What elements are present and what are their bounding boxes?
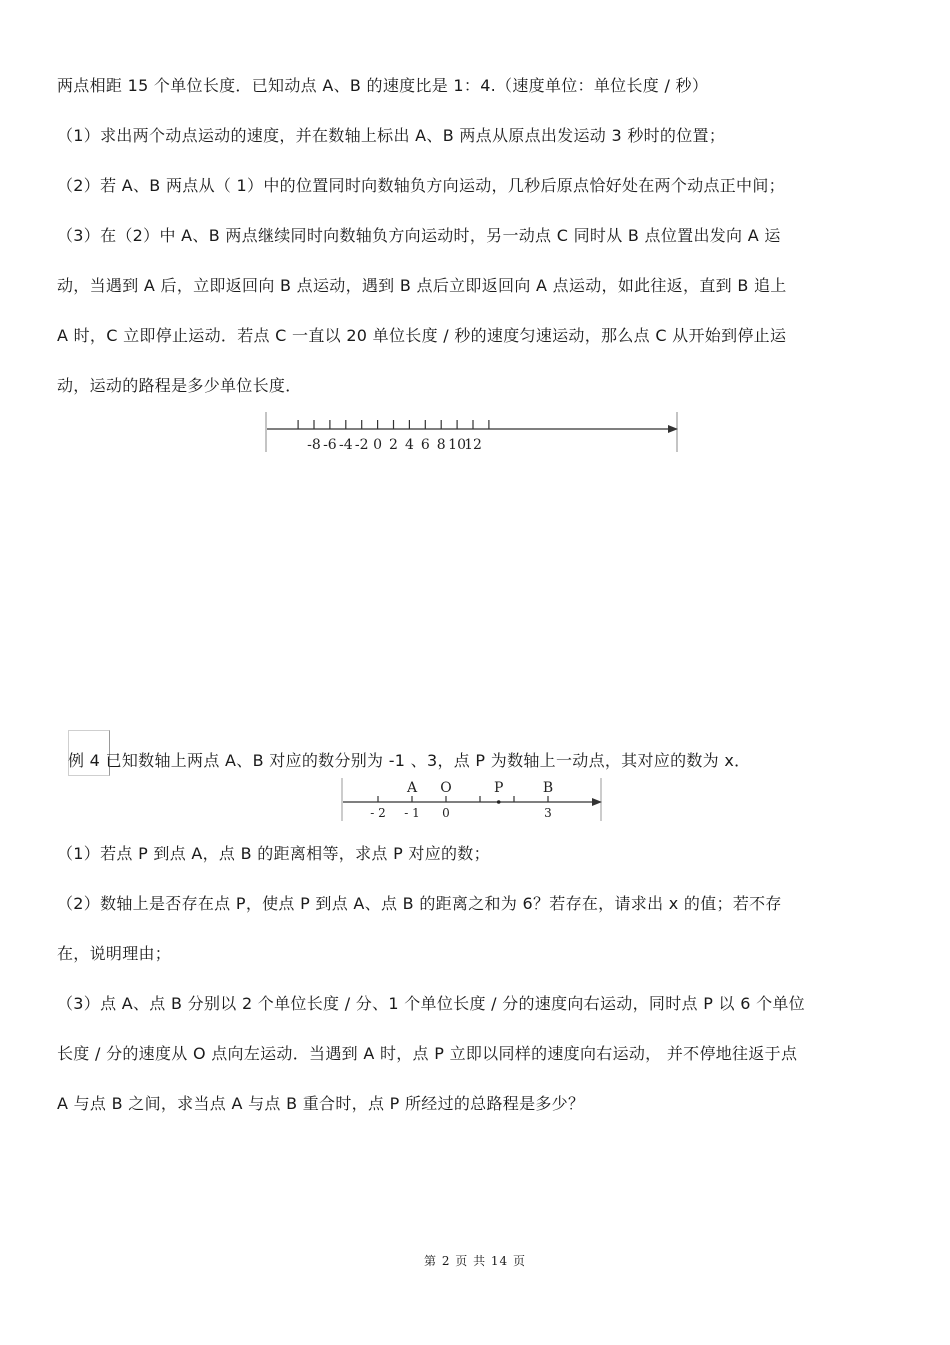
point-label: A [406, 780, 418, 796]
example4-question-2-line1: （2）数轴上是否存在点 P，使点 P 到点 A、点 B 的距离之和为 6？若存在，请求出 x 的值；若不存 [57, 894, 782, 913]
example4-intro: 例 4 已知数轴上两点 A、B 对应的数分别为 -1 、3，点 P 为数轴上一动点，其对应的数为 x． [68, 751, 751, 770]
problem3-question-3-line4: 动，运动的路程是多少单位长度． [57, 376, 302, 395]
problem3-question-3-line2: 动，当遇到 A 后，立即返回向 B 点运动，遇到 B 点后立即返回向 A 点运动，如此往返，直到 B 追上 [57, 276, 787, 295]
axis-tick-label: 2 [389, 437, 398, 453]
problem3-question-1: （1）求出两个动点运动的速度，并在数轴上标出 A、B 两点从原点出发运动 3 秒时的位置； [57, 126, 726, 145]
example4-question-1: （1）若点 P 到点 A，点 B 的距离相等，求点 P 对应的数； [57, 844, 490, 863]
axis-tick-label: 10 [448, 437, 467, 453]
example4-question-3-line2: 长度 / 分的速度从 O 点向左运动．当遇到 A 时，点 P 立即以同样的速度向右运动， 并不停地往返于点 [57, 1044, 798, 1063]
problem3-question-2: （2）若 A、B 两点从（ 1）中的位置同时向数轴负方向运动，几秒后原点恰好处在两个动点正中间； [57, 176, 785, 195]
point-label: P [493, 780, 504, 796]
axis-tick-label: 3 [544, 806, 552, 820]
axis-tick-label: 12 [464, 437, 482, 453]
problem3-intro: 两点相距 15 个单位长度．已知动点 A、B 的速度比是 1：4.（速度单位：单位长度 / 秒） [57, 76, 709, 95]
example4-question-3-line1: （3）点 A、点 B 分别以 2 个单位长度 / 分、1 个单位长度 / 分的速度向右运动，同时点 P 以 6 个单位 [57, 994, 805, 1013]
page-footer: 第 2 页 共 14 页 [424, 1254, 526, 1268]
example4-question-2-line2: 在，说明理由； [57, 944, 172, 963]
point-p-marker [497, 800, 501, 804]
axis-tick-label: 4 [404, 437, 414, 453]
axis-tick-label: 6 [420, 437, 430, 453]
axis-tick-label: -8 [307, 437, 321, 453]
problem3-number-line [265, 412, 683, 454]
problem3-question-3-line3: A 时，C 立即停止运动．若点 C 一直以 20 单位长度 / 秒的速度匀速运动，那么点 C 从开始到停止运 [57, 326, 787, 345]
axis-tick-label: - 2 [370, 806, 386, 820]
axis-tick-label: - 1 [404, 806, 420, 820]
axis-tick-label: 8 [436, 437, 446, 453]
axis-tick-label: -4 [338, 437, 353, 453]
example4-question-3-line3: A 与点 B 之间，求当点 A 与点 B 重合时，点 P 所经过的总路程是多少？ [57, 1094, 585, 1113]
point-label: B [542, 780, 554, 796]
axis-tick-label: 0 [373, 437, 383, 453]
example4-number-line [341, 778, 603, 822]
axis-tick-label: -6 [323, 437, 337, 453]
axis-tick-label: 0 [442, 806, 450, 820]
point-label: O [440, 780, 452, 796]
axis-tick-label: -2 [354, 437, 369, 453]
problem3-question-3-line1: （3）在（2）中 A、B 两点继续同时向数轴负方向运动时，另一动点 C 同时从 B 点位置出发向 A 运 [57, 226, 781, 245]
